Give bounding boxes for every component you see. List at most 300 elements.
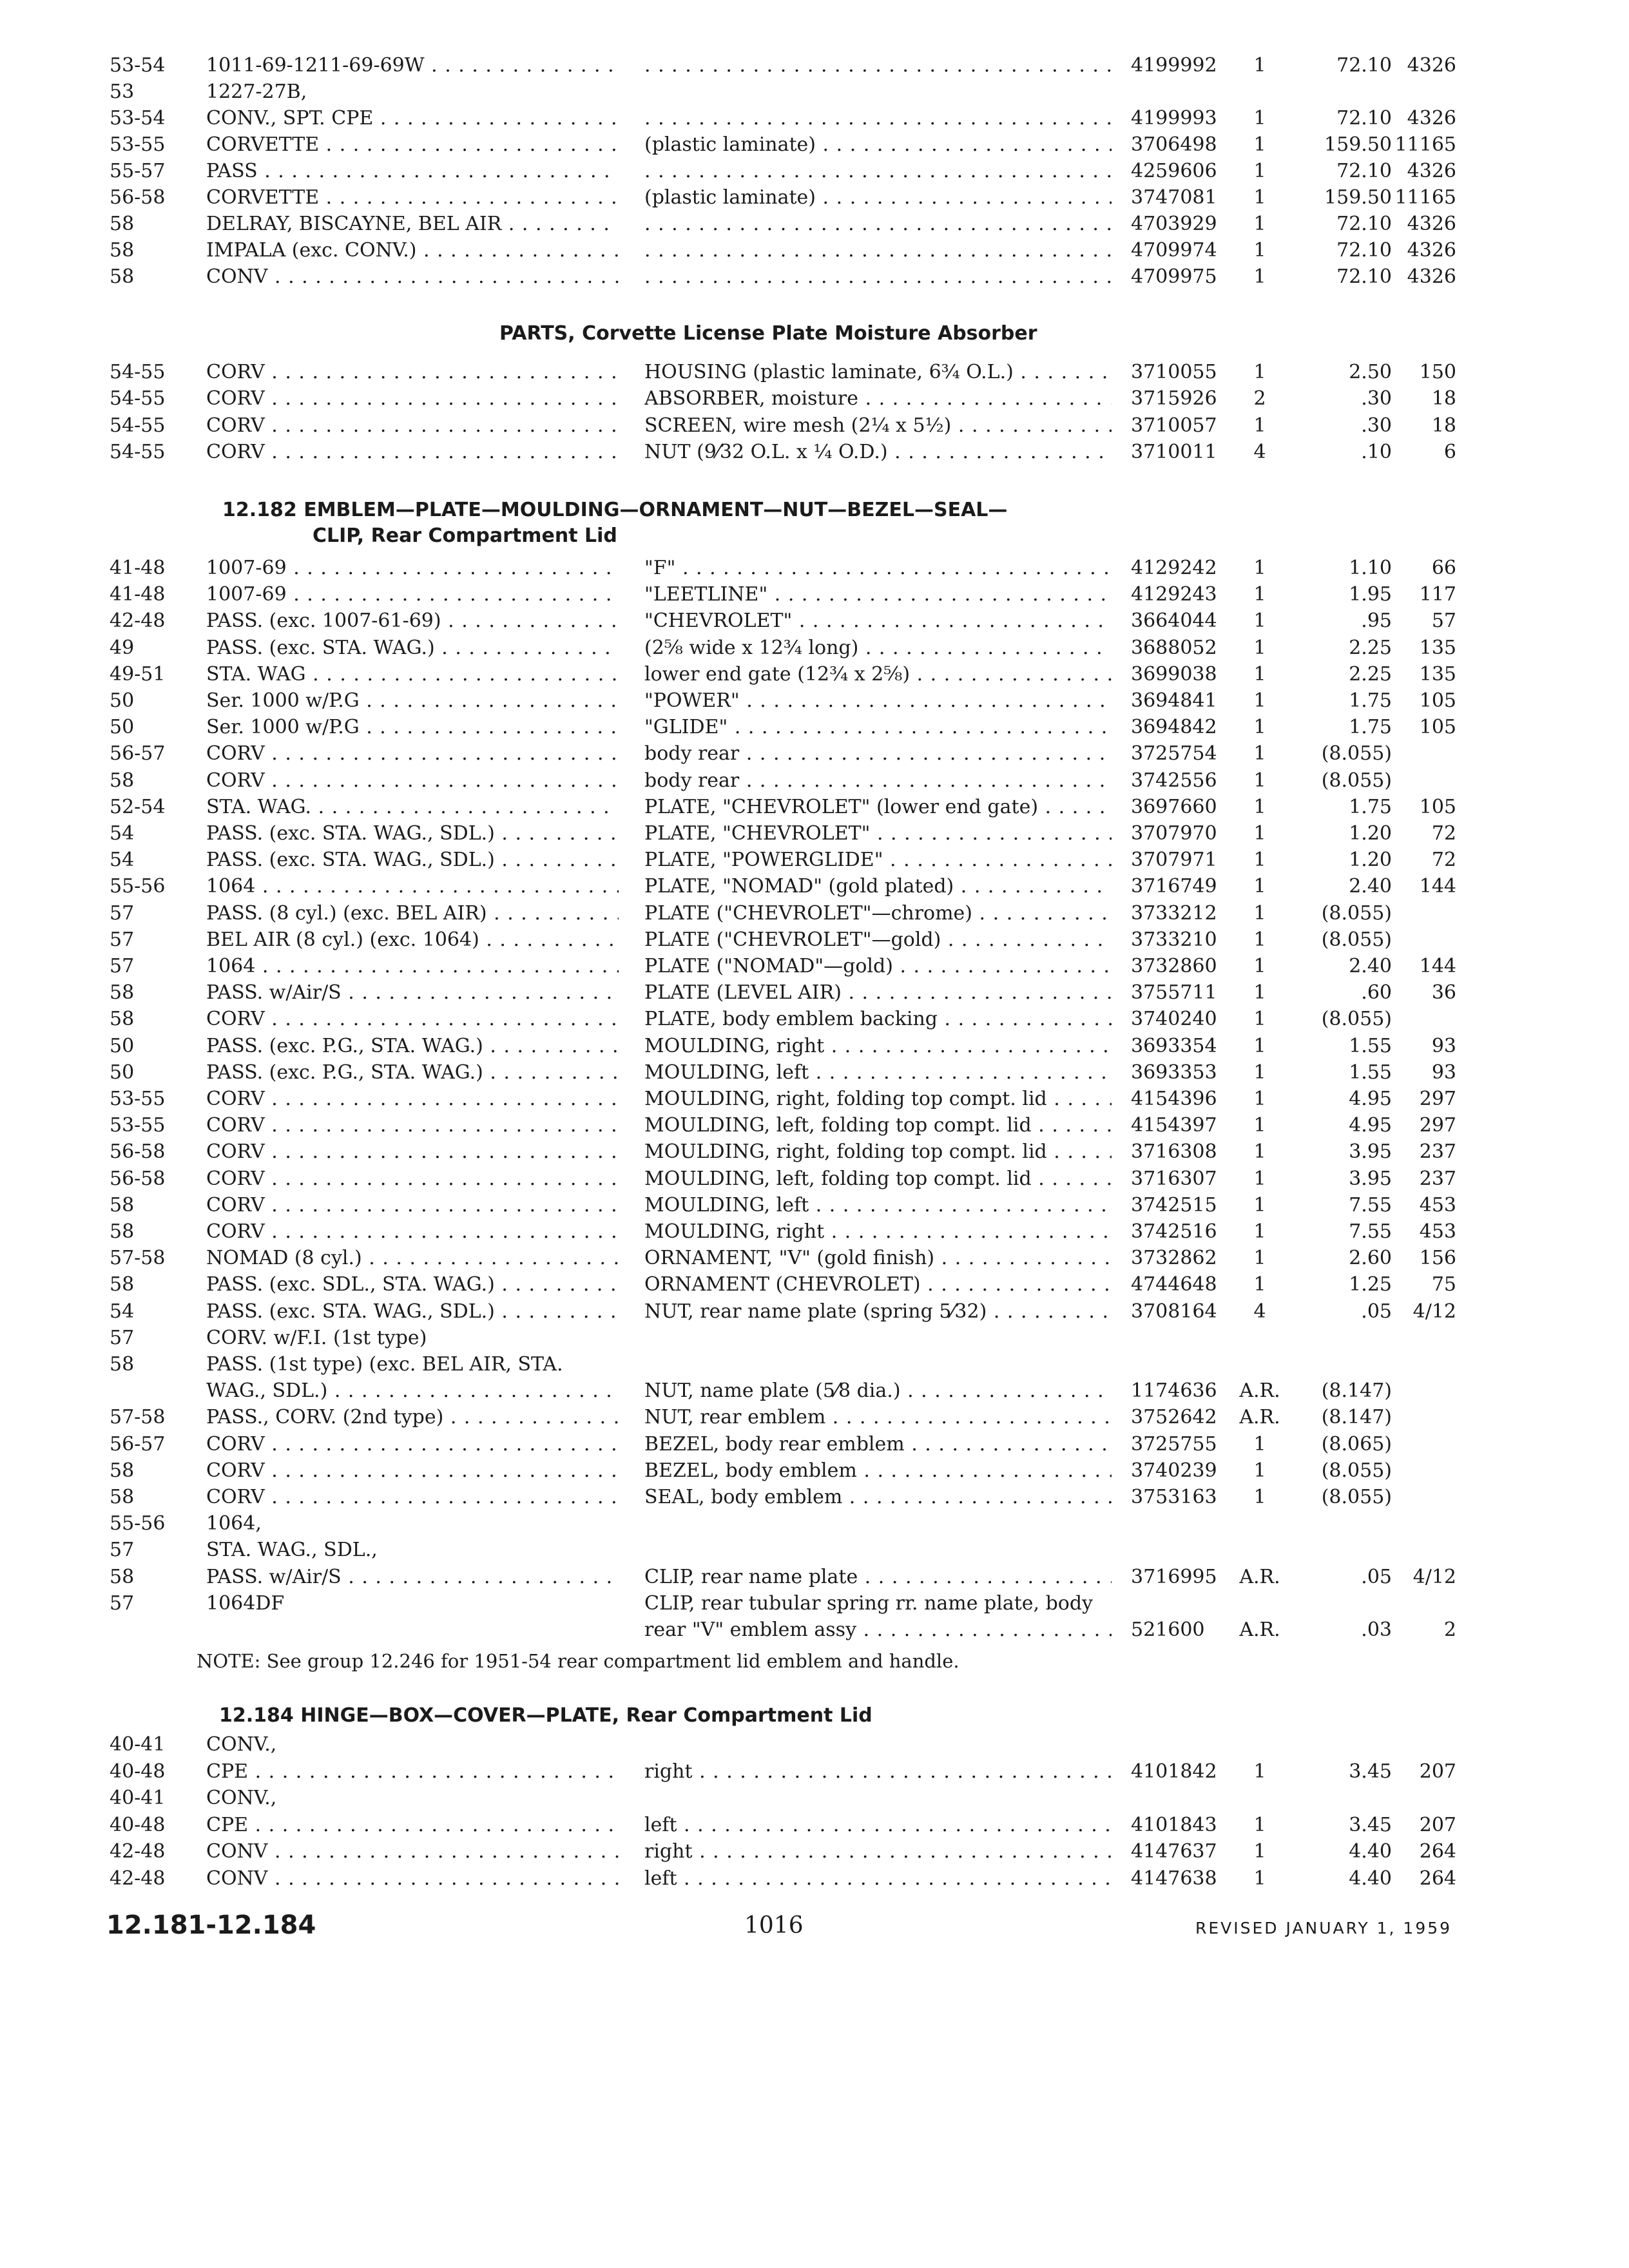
row-application: PASS. (exc. STA. WAG.) . . . [206, 635, 619, 661]
row-description: SEAL, body emblem . . . [644, 1485, 1112, 1510]
table-row [0, 715, 1629, 740]
row-part-number: 3706498 [1131, 133, 1217, 156]
row-quantity: 1 [1253, 928, 1266, 951]
emblem-note: NOTE: See group 12.246 for 1951-54 rear compartment lid emblem and handle. [197, 1650, 959, 1672]
row-description: NUT, rear emblem . . . [644, 1405, 1112, 1430]
row-quantity: 1 [1253, 637, 1266, 659]
row-years: 54-55 [110, 441, 166, 463]
row-group-number: 93 [1431, 1061, 1456, 1084]
table-row [0, 185, 1629, 211]
row-price: 1.55 [1349, 1035, 1392, 1057]
row-price: 2.60 [1349, 1247, 1392, 1269]
row-part-number: 3755711 [1131, 981, 1217, 1004]
row-application: STA. WAG. . . . [206, 794, 619, 820]
row-quantity: 1 [1253, 1867, 1266, 1890]
row-price: 72.10 [1336, 54, 1392, 77]
row-application: PASS., CORV. (2nd type) . . . [206, 1405, 619, 1430]
row-part-number: 3664044 [1131, 610, 1217, 632]
table-row [0, 386, 1629, 412]
row-application: 1064 . . . [206, 874, 619, 899]
row-price: 4.40 [1349, 1840, 1392, 1863]
row-quantity: 1 [1253, 875, 1266, 898]
row-group-number: 4326 [1407, 239, 1456, 262]
row-years: 54 [110, 822, 135, 845]
row-quantity: 1 [1253, 1220, 1266, 1243]
row-description: MOULDING, left, folding top compt. lid . . . [644, 1113, 1112, 1139]
row-years: 41-48 [110, 583, 166, 606]
row-price: 1.75 [1349, 689, 1392, 712]
row-application: CORV . . . [206, 1086, 619, 1112]
row-part-number: 4101842 [1131, 1760, 1217, 1783]
row-group-number: 105 [1419, 796, 1456, 818]
row-quantity: 1 [1253, 1486, 1266, 1508]
row-years: 58 [110, 1194, 135, 1216]
row-years: 40-48 [110, 1760, 166, 1783]
row-price: (8.055) [1321, 928, 1392, 951]
table-row [0, 1485, 1629, 1510]
row-part-number: 3699038 [1131, 663, 1217, 686]
row-group-number: 156 [1419, 1247, 1456, 1269]
row-quantity: A.R. [1239, 1406, 1280, 1428]
row-quantity: 1 [1253, 1814, 1266, 1836]
row-application: PASS. (1st type) (exc. BEL AIR, STA. [206, 1353, 563, 1376]
row-application: PASS. (exc. SDL., STA. WAG.) . . . [206, 1272, 619, 1298]
row-group-number: 93 [1431, 1035, 1456, 1057]
row-application: CORV . . . [206, 386, 619, 412]
table-row [0, 360, 1629, 385]
row-group-number: 57 [1431, 610, 1456, 632]
row-price: .30 [1361, 414, 1392, 437]
row-years: 50 [110, 689, 135, 712]
row-application: 1007-69 . . . [206, 555, 619, 581]
row-price: (8.147) [1321, 1406, 1392, 1428]
row-part-number: 3742556 [1131, 769, 1217, 792]
row-quantity: 4 [1253, 1300, 1266, 1323]
row-application: 1064, [206, 1512, 262, 1535]
row-group-number: 264 [1419, 1840, 1456, 1863]
row-price: 4.95 [1349, 1088, 1392, 1110]
parts-heading: PARTS, Corvette License Plate Moisture Absorber [499, 322, 1037, 345]
row-description: CLIP, rear name plate . . . [644, 1564, 1112, 1590]
row-quantity: 1 [1253, 981, 1266, 1004]
row-quantity: 1 [1253, 160, 1266, 182]
row-price: .30 [1361, 387, 1392, 410]
row-description: body rear . . . [644, 768, 1112, 794]
row-description: MOULDING, left, folding top compt. lid . . . [644, 1166, 1112, 1192]
row-description: PLATE, "NOMAD" (gold plated) . . . [644, 874, 1112, 899]
row-price: (8.055) [1321, 1459, 1392, 1482]
row-description: HOUSING (plastic laminate, 6¾ O.L.) . . . [644, 360, 1112, 385]
row-description [644, 238, 1112, 264]
row-application: PASS. (exc. P.G., STA. WAG.) . . . [206, 1033, 619, 1059]
row-group-number: 150 [1419, 361, 1456, 383]
row-quantity: 1 [1253, 689, 1266, 712]
row-part-number: 1174636 [1131, 1379, 1217, 1402]
row-price: 2.40 [1349, 955, 1392, 977]
row-price: (8.147) [1321, 1379, 1392, 1402]
row-years: 58 [110, 1353, 135, 1376]
row-years: 42-48 [110, 1840, 166, 1863]
row-price: .05 [1361, 1566, 1392, 1588]
row-years: 58 [110, 1459, 135, 1482]
row-application: Ser. 1000 w/P.G . . . [206, 688, 619, 714]
table-row [0, 238, 1629, 264]
footer-group-range: 12.181-12.184 [106, 1910, 316, 1940]
row-years: 56-58 [110, 1168, 166, 1190]
row-description: right . . . [644, 1759, 1112, 1785]
row-years: 54-55 [110, 361, 166, 383]
row-price: 7.55 [1349, 1220, 1392, 1243]
row-price: 4.40 [1349, 1867, 1392, 1890]
row-group-number: 297 [1419, 1114, 1456, 1137]
row-group-number: 4326 [1407, 213, 1456, 235]
row-part-number: 3742515 [1131, 1194, 1217, 1216]
row-years: 57 [110, 955, 135, 977]
row-quantity: 1 [1253, 716, 1266, 738]
row-years: 50 [110, 1035, 135, 1057]
row-part-number: 3747081 [1131, 186, 1217, 209]
row-part-number: 4199993 [1131, 107, 1217, 130]
row-quantity: 1 [1253, 1008, 1266, 1030]
row-description: PLATE ("CHEVROLET"—gold) . . . [644, 927, 1112, 953]
row-application: BEL AIR (8 cyl.) (exc. 1064) . . . [206, 927, 619, 953]
row-quantity: 2 [1253, 387, 1266, 410]
row-application: IMPALA (exc. CONV.) . . . [206, 238, 619, 264]
row-group-number: 144 [1419, 955, 1456, 977]
row-years: 56-58 [110, 1140, 166, 1163]
row-years: 49 [110, 637, 135, 659]
row-description: MOULDING, right . . . [644, 1033, 1112, 1059]
row-description: ABSORBER, moisture . . . [644, 386, 1112, 412]
row-years: 57 [110, 928, 135, 951]
row-price: (8.055) [1321, 769, 1392, 792]
row-description: PLATE (LEVEL AIR) . . . [644, 980, 1112, 1006]
row-group-number: 4/12 [1412, 1566, 1456, 1588]
row-quantity: 1 [1253, 1168, 1266, 1190]
table-row [0, 1219, 1629, 1245]
table-row [0, 439, 1629, 465]
row-price: (8.055) [1321, 1008, 1392, 1030]
row-application: CORV . . . [206, 1432, 619, 1457]
row-application: NOMAD (8 cyl.) . . . [206, 1245, 619, 1271]
row-price: .60 [1361, 981, 1392, 1004]
table-row [0, 1299, 1629, 1325]
row-quantity: 1 [1253, 361, 1266, 383]
row-years: 54 [110, 1300, 135, 1323]
row-price: 72.10 [1336, 107, 1392, 130]
row-description: left . . . [644, 1812, 1112, 1838]
row-price: 2.40 [1349, 875, 1392, 898]
table-row [0, 768, 1629, 794]
row-price: 1.95 [1349, 583, 1392, 606]
table-row [0, 688, 1629, 714]
row-application: CORV . . . [206, 1006, 619, 1032]
row-quantity: 1 [1253, 1433, 1266, 1456]
row-description: (plastic laminate) . . . [644, 185, 1112, 211]
row-application: CONV . . . [206, 1839, 619, 1865]
row-group-number: 75 [1431, 1273, 1456, 1296]
row-price: 3.95 [1349, 1168, 1392, 1190]
row-years: 53-54 [110, 54, 166, 77]
row-price: 1.20 [1349, 849, 1392, 871]
row-quantity: 1 [1253, 663, 1266, 686]
row-application: PASS. (exc. 1007-61-69) . . . [206, 608, 619, 634]
table-row [0, 1405, 1629, 1430]
row-description: SCREEN, wire mesh (2¼ x 5½) . . . [644, 413, 1112, 439]
table-row [0, 1812, 1629, 1838]
row-years: 56-58 [110, 186, 166, 209]
row-application: 1227-27B, [206, 81, 307, 103]
row-price: .03 [1361, 1619, 1392, 1641]
row-quantity: 1 [1253, 1840, 1266, 1863]
row-part-number: 4259606 [1131, 160, 1217, 182]
table-row [0, 1245, 1629, 1271]
row-price: 72.10 [1336, 160, 1392, 182]
row-price: 2.25 [1349, 637, 1392, 659]
row-application: CONV., [206, 1733, 277, 1756]
row-years: 58 [110, 769, 135, 792]
table-row [0, 53, 1629, 79]
row-years: 56-57 [110, 1433, 166, 1456]
row-quantity: A.R. [1239, 1566, 1280, 1588]
row-years: 54-55 [110, 414, 166, 437]
row-application: 1007-69 . . . [206, 582, 619, 608]
row-group-number: 297 [1419, 1088, 1456, 1110]
row-years: 52-54 [110, 796, 166, 818]
row-part-number: 4154397 [1131, 1114, 1217, 1137]
row-years: 58 [110, 213, 135, 235]
row-part-number: 3725755 [1131, 1433, 1217, 1456]
table-row [0, 847, 1629, 873]
row-part-number: 3715926 [1131, 387, 1217, 410]
table-row [0, 413, 1629, 439]
row-part-number: 3732862 [1131, 1247, 1217, 1269]
table-row [0, 1432, 1629, 1457]
row-years: 58 [110, 1486, 135, 1508]
row-price: 1.55 [1349, 1061, 1392, 1084]
table-row [0, 1537, 1629, 1563]
row-application: CORV . . . [206, 1166, 619, 1192]
row-part-number: 3710011 [1131, 441, 1217, 463]
row-quantity: 1 [1253, 414, 1266, 437]
row-application: CONV . . . [206, 1866, 619, 1892]
table-row [0, 1166, 1629, 1192]
row-part-number: 4147638 [1131, 1867, 1217, 1890]
row-group-number: 144 [1419, 875, 1456, 898]
row-group-number: 207 [1419, 1760, 1456, 1783]
row-years: 53-55 [110, 133, 166, 156]
row-quantity: 1 [1253, 1140, 1266, 1163]
row-part-number: 3740239 [1131, 1459, 1217, 1482]
row-description: MOULDING, right . . . [644, 1219, 1112, 1245]
table-row [0, 980, 1629, 1006]
table-row [0, 1591, 1629, 1617]
row-description: rear "V" emblem assy . . . [644, 1617, 1112, 1643]
table-row [0, 662, 1629, 687]
row-part-number: 521600 [1131, 1619, 1205, 1641]
row-years: 57 [110, 1592, 135, 1615]
footer-revised-date: REVISED JANUARY 1, 1959 [1195, 1919, 1452, 1937]
row-part-number: 4709974 [1131, 239, 1217, 262]
row-group-number: 18 [1431, 414, 1456, 437]
row-description: lower end gate (12¾ x 2⅝) . . . [644, 662, 1112, 687]
hinge-heading: 12.184 HINGE—BOX—COVER—PLATE, Rear Compartment Lid [219, 1704, 872, 1727]
row-part-number: 3694841 [1131, 689, 1217, 712]
row-quantity: 1 [1253, 849, 1266, 871]
row-years: 58 [110, 981, 135, 1004]
row-group-number: 11165 [1394, 186, 1456, 209]
table-row [0, 79, 1629, 105]
row-price: 1.75 [1349, 796, 1392, 818]
row-group-number: 4326 [1407, 54, 1456, 77]
row-description: BEZEL, body emblem . . . [644, 1458, 1112, 1484]
row-description: NUT, name plate (5⁄8 dia.) . . . [644, 1378, 1112, 1404]
table-row [0, 1839, 1629, 1865]
row-description: body rear . . . [644, 741, 1112, 767]
row-description: PLATE, "CHEVROLET" (lower end gate) . . . [644, 794, 1112, 820]
row-price: (8.055) [1321, 902, 1392, 925]
row-group-number: 135 [1419, 637, 1456, 659]
table-row [0, 1086, 1629, 1112]
row-application: CORV . . . [206, 768, 619, 794]
table-row [0, 874, 1629, 899]
row-part-number: 4147637 [1131, 1840, 1217, 1863]
table-row [0, 211, 1629, 237]
row-application: CORVETTE . . . [206, 185, 619, 211]
row-price: 3.45 [1349, 1814, 1392, 1836]
row-price: 7.55 [1349, 1194, 1392, 1216]
row-quantity: 1 [1253, 186, 1266, 209]
row-years: 57-58 [110, 1406, 166, 1428]
row-application: CORV . . . [206, 1219, 619, 1245]
row-years: 50 [110, 716, 135, 738]
row-application: PASS. (exc. STA. WAG., SDL.) . . . [206, 847, 619, 873]
row-group-number: 2 [1443, 1619, 1456, 1641]
footer-page-number: 1016 [744, 1912, 804, 1939]
row-application: CONV., [206, 1787, 277, 1809]
row-quantity: 1 [1253, 133, 1266, 156]
row-description: CLIP, rear tubular spring rr. name plate, body [644, 1592, 1094, 1615]
row-price: .05 [1361, 1300, 1392, 1323]
row-description: NUT, rear name plate (spring 5⁄32) . . . [644, 1299, 1112, 1325]
row-group-number: 72 [1431, 822, 1456, 845]
row-quantity: 1 [1253, 54, 1266, 77]
row-group-number: 264 [1419, 1867, 1456, 1890]
row-price: 4.95 [1349, 1114, 1392, 1137]
table-row [0, 1325, 1629, 1351]
row-part-number: 3716308 [1131, 1140, 1217, 1163]
row-description: (2⅝ wide x 12¾ long) . . . [644, 635, 1112, 661]
row-group-number: 105 [1419, 689, 1456, 712]
row-group-number: 237 [1419, 1168, 1456, 1190]
row-application: DELRAY, BISCAYNE, BEL AIR . . . [206, 211, 619, 237]
row-price: 72.10 [1336, 213, 1392, 235]
row-description [644, 159, 1112, 184]
row-years: 55-56 [110, 875, 166, 898]
row-application: PASS. w/Air/S . . . [206, 980, 619, 1006]
row-group-number: 207 [1419, 1814, 1456, 1836]
row-group-number: 105 [1419, 716, 1456, 738]
row-price: 159.50 [1324, 186, 1392, 209]
row-part-number: 3716749 [1131, 875, 1217, 898]
row-price: 1.25 [1349, 1273, 1392, 1296]
row-description: "POWER" . . . [644, 688, 1112, 714]
row-group-number: 4/12 [1412, 1300, 1456, 1323]
table-row [0, 106, 1629, 131]
table-row [0, 555, 1629, 581]
table-row [0, 1033, 1629, 1059]
table-row [0, 901, 1629, 927]
row-application: CPE . . . [206, 1759, 619, 1785]
row-years: 55-56 [110, 1512, 166, 1535]
row-group-number: 4326 [1407, 265, 1456, 288]
row-quantity: 1 [1253, 955, 1266, 977]
row-part-number: 3733210 [1131, 928, 1217, 951]
table-row [0, 1458, 1629, 1484]
row-application: CORV . . . [206, 1458, 619, 1484]
row-part-number: 3742516 [1131, 1220, 1217, 1243]
row-application: CPE . . . [206, 1812, 619, 1838]
table-row [0, 132, 1629, 158]
row-price: (8.055) [1321, 742, 1392, 765]
row-description: MOULDING, right, folding top compt. lid . . . [644, 1086, 1112, 1112]
row-part-number: 3708164 [1131, 1300, 1217, 1323]
table-row [0, 1006, 1629, 1032]
row-years: 49-51 [110, 663, 166, 686]
row-years: 54-55 [110, 387, 166, 410]
row-part-number: 4709975 [1131, 265, 1217, 288]
row-description: PLATE ("NOMAD"—gold) . . . [644, 954, 1112, 979]
row-part-number: 3753163 [1131, 1486, 1217, 1508]
row-price: 159.50 [1324, 133, 1392, 156]
row-group-number: 453 [1419, 1220, 1456, 1243]
table-row [0, 1759, 1629, 1785]
table-row [0, 582, 1629, 608]
row-quantity: 1 [1253, 610, 1266, 632]
row-part-number: 3740240 [1131, 1008, 1217, 1030]
row-quantity: 1 [1253, 1459, 1266, 1482]
row-years: 41-48 [110, 557, 166, 579]
row-application: CORV . . . [206, 1139, 619, 1165]
row-application: CORV . . . [206, 741, 619, 767]
row-application: PASS. (8 cyl.) (exc. BEL AIR) . . . [206, 901, 619, 927]
row-years: 40-41 [110, 1733, 166, 1756]
row-description: "GLIDE" . . . [644, 715, 1112, 740]
row-price: .95 [1361, 610, 1392, 632]
table-row [0, 1378, 1629, 1404]
row-price: 2.25 [1349, 663, 1392, 686]
row-years: 58 [110, 1273, 135, 1296]
row-group-number: 6 [1443, 441, 1456, 463]
row-part-number: 3725754 [1131, 742, 1217, 765]
row-years: 42-48 [110, 1867, 166, 1890]
row-part-number: 3697660 [1131, 796, 1217, 818]
table-row [0, 159, 1629, 184]
row-description: MOULDING, right, folding top compt. lid . . . [644, 1139, 1112, 1165]
row-quantity: 1 [1253, 742, 1266, 765]
row-part-number: 4199992 [1131, 54, 1217, 77]
table-row [0, 1272, 1629, 1298]
row-application: STA. WAG., SDL., [206, 1539, 378, 1561]
row-group-number: 11165 [1394, 133, 1456, 156]
row-description [644, 211, 1112, 237]
row-group-number: 18 [1431, 387, 1456, 410]
row-group-number: 36 [1431, 981, 1456, 1004]
row-years: 58 [110, 1008, 135, 1030]
row-description: PLATE, "POWERGLIDE" . . . [644, 847, 1112, 873]
row-description: ORNAMENT (CHEVROLET) . . . [644, 1272, 1112, 1298]
row-quantity: 1 [1253, 1247, 1266, 1269]
